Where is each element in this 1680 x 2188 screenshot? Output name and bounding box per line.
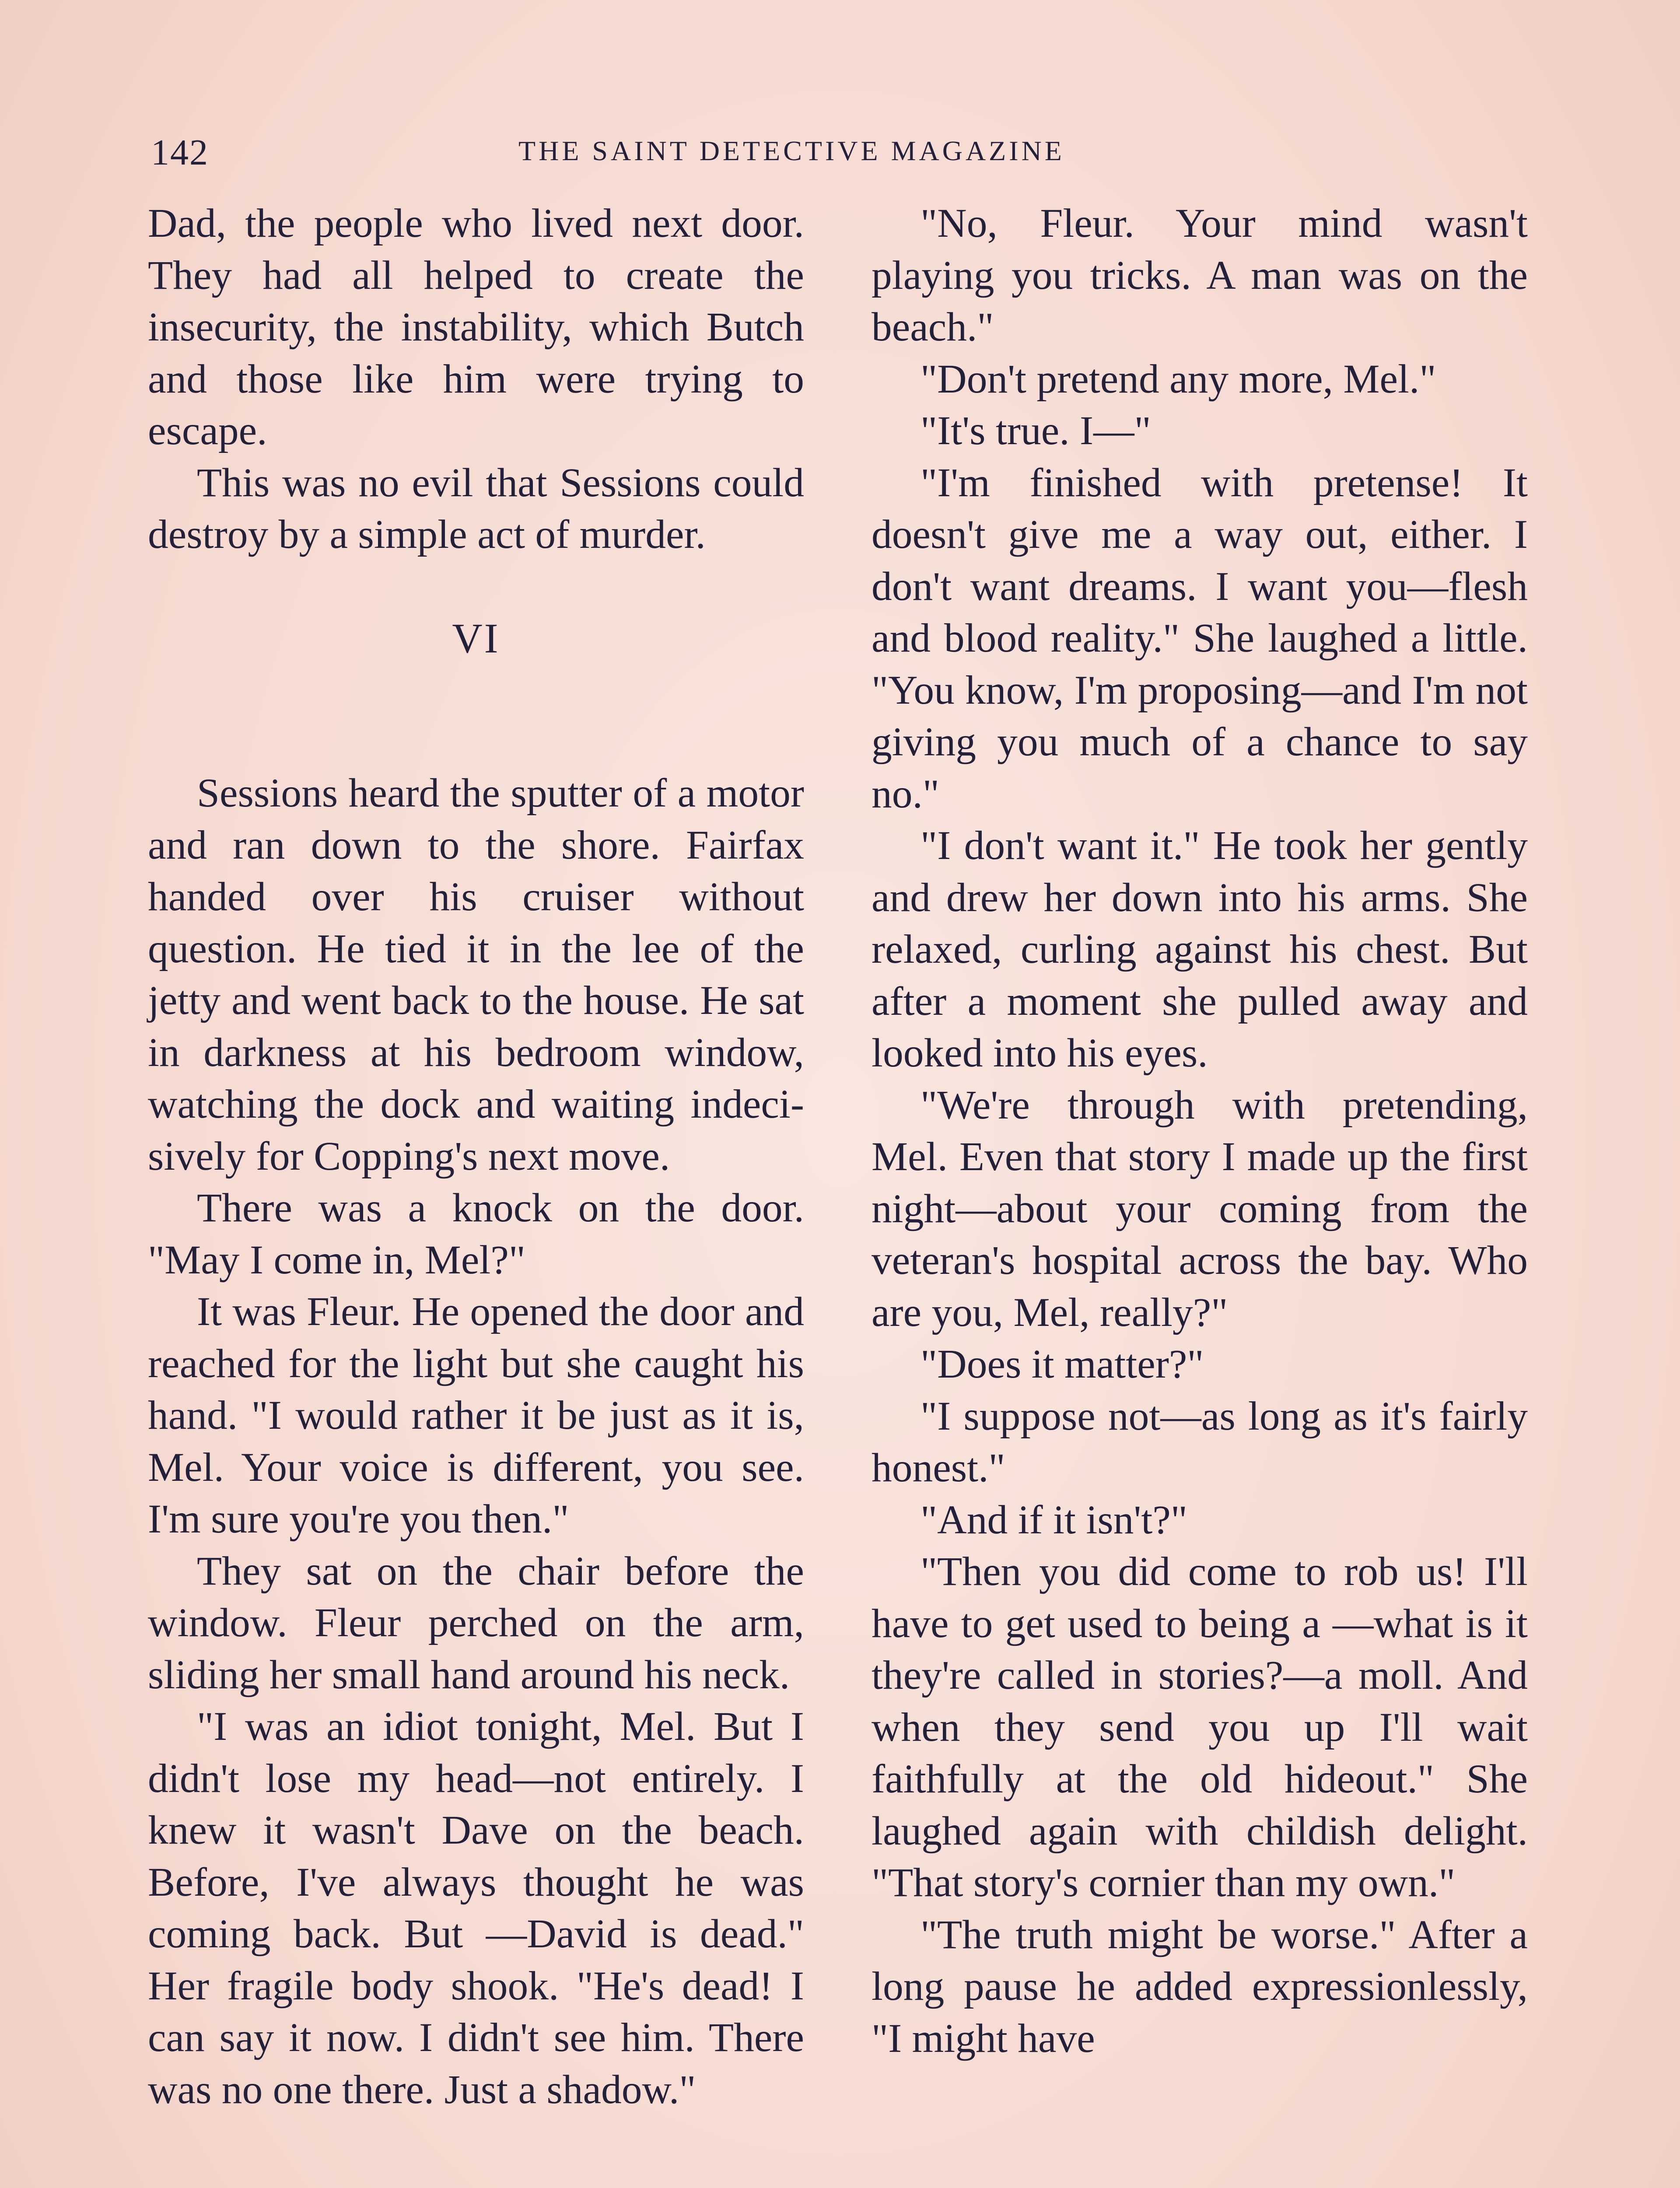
paragraph: This was no evil that Sessions could destroy by a simple act of murder. xyxy=(148,460,804,557)
paragraph: "I don't want it." He took her gently and drew her down into his arms. She relaxed, curling against his chest. But after a moment she pulled away and looked into his eyes. xyxy=(872,823,1528,1076)
paragraph: There was a knock on the door. "May I come in, Mel?" xyxy=(148,1185,804,1283)
paragraph: "I was an idiot tonight, Mel. But I didn't lose my head—not entirely. I knew it wasn't Dave on the beach. Before, I've always thought he was coming back. But —David is dead." Her fragile body shook. "He's dead! I can say it now. I didn't see him. There was no one there. Just a shadow." xyxy=(148,1704,804,2112)
paragraph: Dad, the people who lived next door. They had all helped to create the insecurity, the instability, which Butch and those like him were trying to escape. xyxy=(148,201,804,453)
paragraph: They sat on the chair before the window. Fleur perched on the arm, sliding her small hand around his neck. xyxy=(148,1548,804,1697)
running-title: THE SAINT DETECTIVE MAGAZINE xyxy=(518,135,1065,166)
paragraph: "Does it matter?" xyxy=(920,1342,1204,1387)
page-number: 142 xyxy=(151,132,209,173)
paragraph: "No, Fleur. Your mind wasn't playing you tricks. A man was on the beach." xyxy=(872,201,1528,350)
paragraph: "And if it isn't?" xyxy=(920,1497,1187,1543)
paragraph: "I suppose not—as long as it's fairly honest." xyxy=(872,1393,1528,1490)
paragraph: "The truth might be worse." After a long pause he added expressionlessly, "I might have xyxy=(872,1912,1528,2061)
right-column xyxy=(872,198,1528,2065)
section-heading: VI xyxy=(452,614,500,662)
paragraph: "Don't pretend any more, Mel." xyxy=(920,356,1436,402)
paragraph: "I'm finished with pretense! It doesn't give me a way out, either. I don't want dreams. I want you—flesh and blood reality." She laughed a little. "You know, I'm proposing—and I'm not giving you much of a chance to say no." xyxy=(872,460,1528,817)
paragraph: "It's true. I—" xyxy=(920,408,1151,453)
paragraph: "We're through with pretending, Mel. Even that story I made up the first night—about your coming from the veteran's hospital across the bay. Who are you, Mel, really?" xyxy=(872,1082,1528,1335)
page-header xyxy=(151,131,1542,179)
left-column xyxy=(148,198,804,2116)
paragraph: "Then you did come to rob us! I'll have to get used to being a —what is it they're called in stories?—a moll. And when they send you up I'll wait faithfully at the old hideout." She laughed again with childish delight. "That story's cornier than my own." xyxy=(872,1549,1528,1905)
paragraph: Sessions heard the sputter of a motor and ran down to the shore. Fairfax handed over his cruiser without question. He tied it in the lee of the jetty and went back to the house. He sat in darkness at his bedroom window, watching the dock and waiting indecisively for Copping's next move. xyxy=(148,771,804,1179)
paragraph: It was Fleur. He opened the door and reached for the light but she caught his hand. "I would rather it be just as it is, Mel. Your voice is different, you see. I'm sure you're you then." xyxy=(148,1289,804,1542)
